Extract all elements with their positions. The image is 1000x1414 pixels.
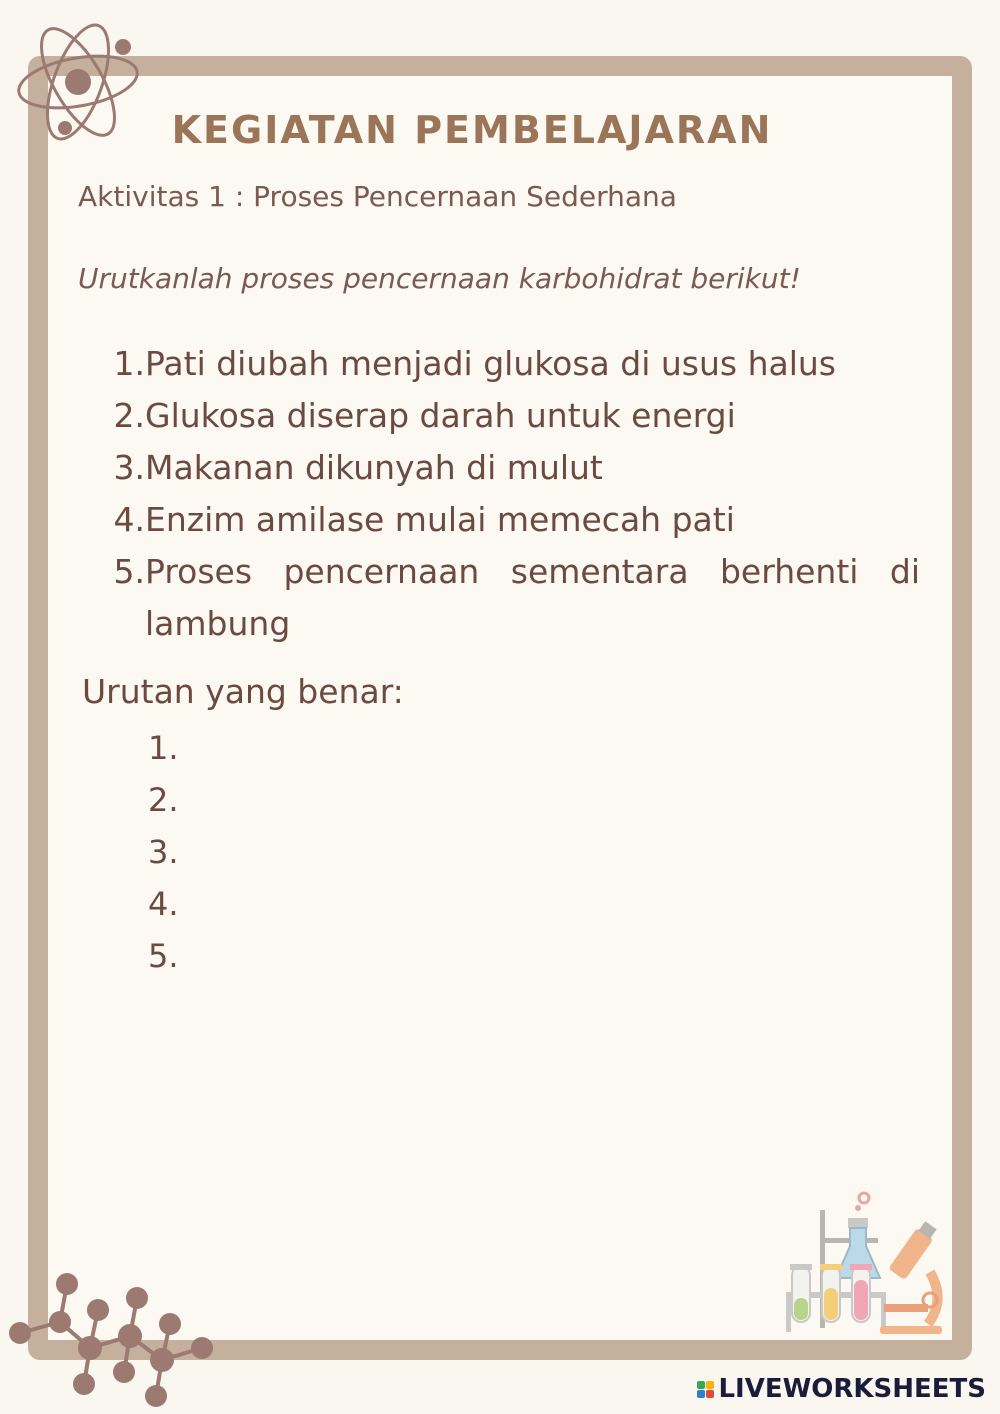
- lab-equipment-icon: [780, 1188, 950, 1338]
- brand-name: LIVEWORKSHEETS: [718, 1374, 986, 1404]
- step-number: 2.: [113, 396, 145, 435]
- step-text: Glukosa diserap darah untuk energi: [145, 396, 736, 435]
- answer-slot[interactable]: 3.: [148, 833, 179, 871]
- answer-slot[interactable]: 1.: [148, 729, 179, 767]
- list-item: [108, 546, 920, 650]
- list-item: [108, 442, 920, 494]
- step-number: 4.: [113, 500, 145, 539]
- step-number: 3.: [113, 448, 145, 487]
- answer-slot[interactable]: 4.: [148, 885, 179, 923]
- liveworksheets-logo-icon: [697, 1381, 714, 1398]
- step-number: 5.: [113, 552, 145, 591]
- step-text: Proses pencernaan sementara berhenti di lambung: [145, 552, 920, 643]
- step-text: Pati diubah menjadi glukosa di usus halus: [145, 344, 836, 383]
- process-steps-list: [108, 338, 920, 650]
- answer-slot[interactable]: 2.: [148, 781, 179, 819]
- page-title: KEGIATAN PEMBELAJARAN: [171, 108, 773, 152]
- molecule-icon: [0, 1260, 230, 1414]
- liveworksheets-brand: [697, 1374, 986, 1404]
- list-item: [108, 338, 920, 390]
- list-item: [108, 494, 920, 546]
- step-number: 1.: [113, 344, 145, 383]
- step-text: Makanan dikunyah di mulut: [145, 448, 603, 487]
- step-text: Enzim amilase mulai memecah pati: [145, 500, 735, 539]
- activity-heading: Aktivitas 1 : Proses Pencernaan Sederhana: [78, 180, 677, 213]
- answer-list: [148, 722, 179, 982]
- instruction-text: Urutkanlah proses pencernaan karbohidrat berikut!: [78, 262, 801, 295]
- list-item: [108, 390, 920, 442]
- answer-label: Urutan yang benar:: [82, 672, 404, 711]
- answer-slot[interactable]: 5.: [148, 937, 179, 975]
